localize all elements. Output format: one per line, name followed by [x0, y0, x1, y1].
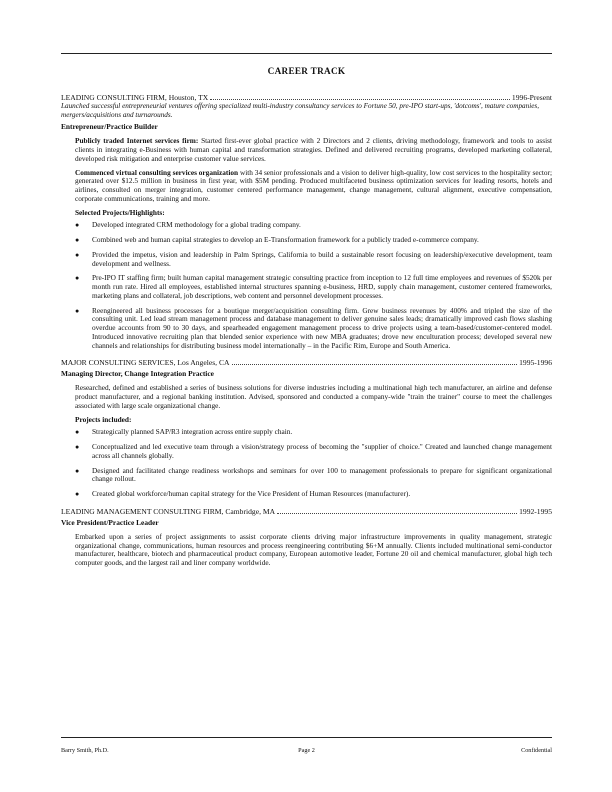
list-item: [61, 274, 552, 300]
list-item-text: Conceptualized and led executive team through a vision/strategy process of becoming the "supplier of choice." Created and launched change management across all channels globally.: [92, 442, 552, 460]
job-firm: MAJOR CONSULTING SERVICES, Los Angeles, CA: [61, 358, 230, 368]
bullet-icon: ●: [75, 428, 80, 437]
bullet-icon: ●: [75, 490, 80, 499]
list-item: [61, 251, 552, 269]
footer-author: Barry Smith, Ph.D.: [61, 747, 109, 754]
list-item: [61, 221, 552, 230]
list-item: [61, 443, 552, 461]
paragraph-lead: Commenced virtual consulting services organization: [75, 167, 239, 177]
bullet-icon: ●: [75, 306, 80, 315]
list-item: [61, 236, 552, 245]
list-item: [61, 428, 552, 437]
section-title: CAREER TRACK: [267, 66, 346, 76]
job-dates: 1992-1995: [519, 506, 552, 516]
job-header: [61, 507, 552, 516]
job-header: [61, 93, 552, 102]
paragraph-text: with 34 senior professionals and a vision to deliver high-quality, low cost services to the hospitality sector; generated over $12.5 million in business in first year, with $5M pending. Produced multifaceted business optimization services for leading resorts, hotels and airlines, consulted on merger integration, customer centered performance management, change management, cultural alignment, executive compensation, corporate communications, training and more.: [75, 167, 552, 203]
job-paragraph: [75, 137, 552, 163]
top-divider: [61, 53, 552, 54]
dot-leader: [210, 99, 510, 100]
footer-confidential: Confidential: [521, 747, 552, 754]
list-item-text: Reengineered all business processes for a boutique merger/acquisition consulting firm. Grew business revenues by 400% and tripled the size of the consulting unit. Led lead stream management process and database management to deliver genuine sales leads; dramatically improved cash flows slashing overdue accounts from 90 to 30 days, and spearheaded engagement management process to drive projects using a team-based/customer-centered model. Introduced innovative recruiting plan that blended senior experience with new MBA graduates; drove new enculturation process; developed several new channels and relationships for distributing business model internationally – in the Pacific Rim, Europe and South America.: [92, 305, 552, 350]
paragraph-lead: Publicly traded Internet services firm:: [75, 136, 199, 146]
job-dates: 1996-Present: [511, 93, 552, 103]
highlights-list: [61, 221, 552, 350]
bottom-divider: [61, 737, 552, 738]
job-firm: LEADING MANAGEMENT CONSULTING FIRM, Cambridge, MA: [61, 506, 276, 516]
job-role: Entrepreneur/Practice Builder: [61, 122, 158, 132]
list-item: [61, 307, 552, 351]
job-entry: [61, 358, 552, 498]
highlights-heading: Selected Projects/Highlights:: [75, 207, 165, 217]
page-content: [61, 66, 552, 573]
job-firm: LEADING CONSULTING FIRM, Houston, TX: [61, 93, 209, 103]
job-role: Vice President/Practice Leader: [61, 517, 159, 527]
list-item: [61, 490, 552, 499]
list-item: [61, 467, 552, 485]
list-item-text: Pre-IPO IT staffing firm; built human capital management strategic consulting practice from inception to 12 full time employees and revenues of $520k per month run rate. Hired all employees, established internal structures spanning e-business, HRD, supply chain management, customer centered frameworks, marketing plans and collateral, job descriptions, web content and personnel development processes.: [92, 273, 552, 300]
bullet-icon: ●: [75, 221, 80, 230]
list-item-text: Developed integrated CRM methodology for a global trading company.: [92, 220, 301, 230]
list-item-text: Combined web and human capital strategies to develop an E-Transformation framework for a publicly traded e-commerce company.: [92, 235, 479, 245]
list-item-text: Designed and facilitated change readiness workshops and seminars for over 100 to management professionals to prepare for significant organizational change rollout.: [92, 465, 552, 484]
dot-leader: [277, 513, 517, 514]
job-entry: [61, 93, 552, 350]
job-paragraph: Researched, defined and established a series of business solutions for diverse industries including a multinational high tech manufacturer, an airline and defense product manufacturer, and a regional banking institution. Advised, sponsored and conducted a company-wide "train the trainer" course to meet the challenges associated with large scale organizational change.: [75, 383, 552, 410]
job-paragraph: [75, 169, 552, 204]
job-dates: 1995-1996: [519, 358, 552, 368]
bullet-icon: ●: [75, 236, 80, 245]
list-item-text: Created global workforce/human capital strategy for the Vice President of Human Resources (manufacturer).: [92, 489, 411, 499]
paragraph-text: Started first-ever global practice with 2 Directors and 2 clients, driving methodology, framework and tools to assist clients in integrating e-Business with human capital and transformation strategies. Defined and delivered recruiting programs, developed marketing collateral, developed risk mitigation and enterprise customer value services.: [75, 136, 552, 163]
list-item-text: Strategically planned SAP/R3 integration across entire supply chain.: [92, 427, 293, 437]
job-header: [61, 358, 552, 367]
job-role: Managing Director, Change Integration Practice: [61, 369, 214, 379]
job-paragraph: Embarked upon a series of project assignments to assist corporate clients driving major infrastructure improvements in quality management, strategic organizational change, communications, human resources and process reengineering contributing $6+M annually. Clients included multinational semi-conductor manufacturer, healthcare, biotech and pharmaceutical product company, European automotive leader, Fortune 20 oil and chemical manufacturer, global high tech computer goods, and the largest rail and liner company worldwide.: [75, 531, 552, 568]
bullet-icon: ●: [75, 274, 80, 283]
dot-leader: [232, 364, 518, 365]
projects-list: [61, 428, 552, 499]
job-entry: [61, 507, 552, 568]
list-item-text: Provided the impetus, vision and leadership in Palm Springs, California to build a sustainable resort focusing on leadership/executive development, team development and wellness.: [92, 249, 552, 268]
projects-heading: Projects included:: [75, 414, 132, 424]
bullet-icon: ●: [75, 466, 80, 475]
bullet-icon: ●: [75, 250, 80, 259]
job-summary: Launched successful entrepreneurial ventures offering specialized multi-industry consultancy services to Fortune 50, pre-IPO start-ups, 'dotcoms', mature companies, mergers/acquisitions and turnarounds.: [61, 102, 540, 119]
bullet-icon: ●: [75, 443, 80, 452]
footer-page-number: Page 2: [298, 747, 315, 754]
